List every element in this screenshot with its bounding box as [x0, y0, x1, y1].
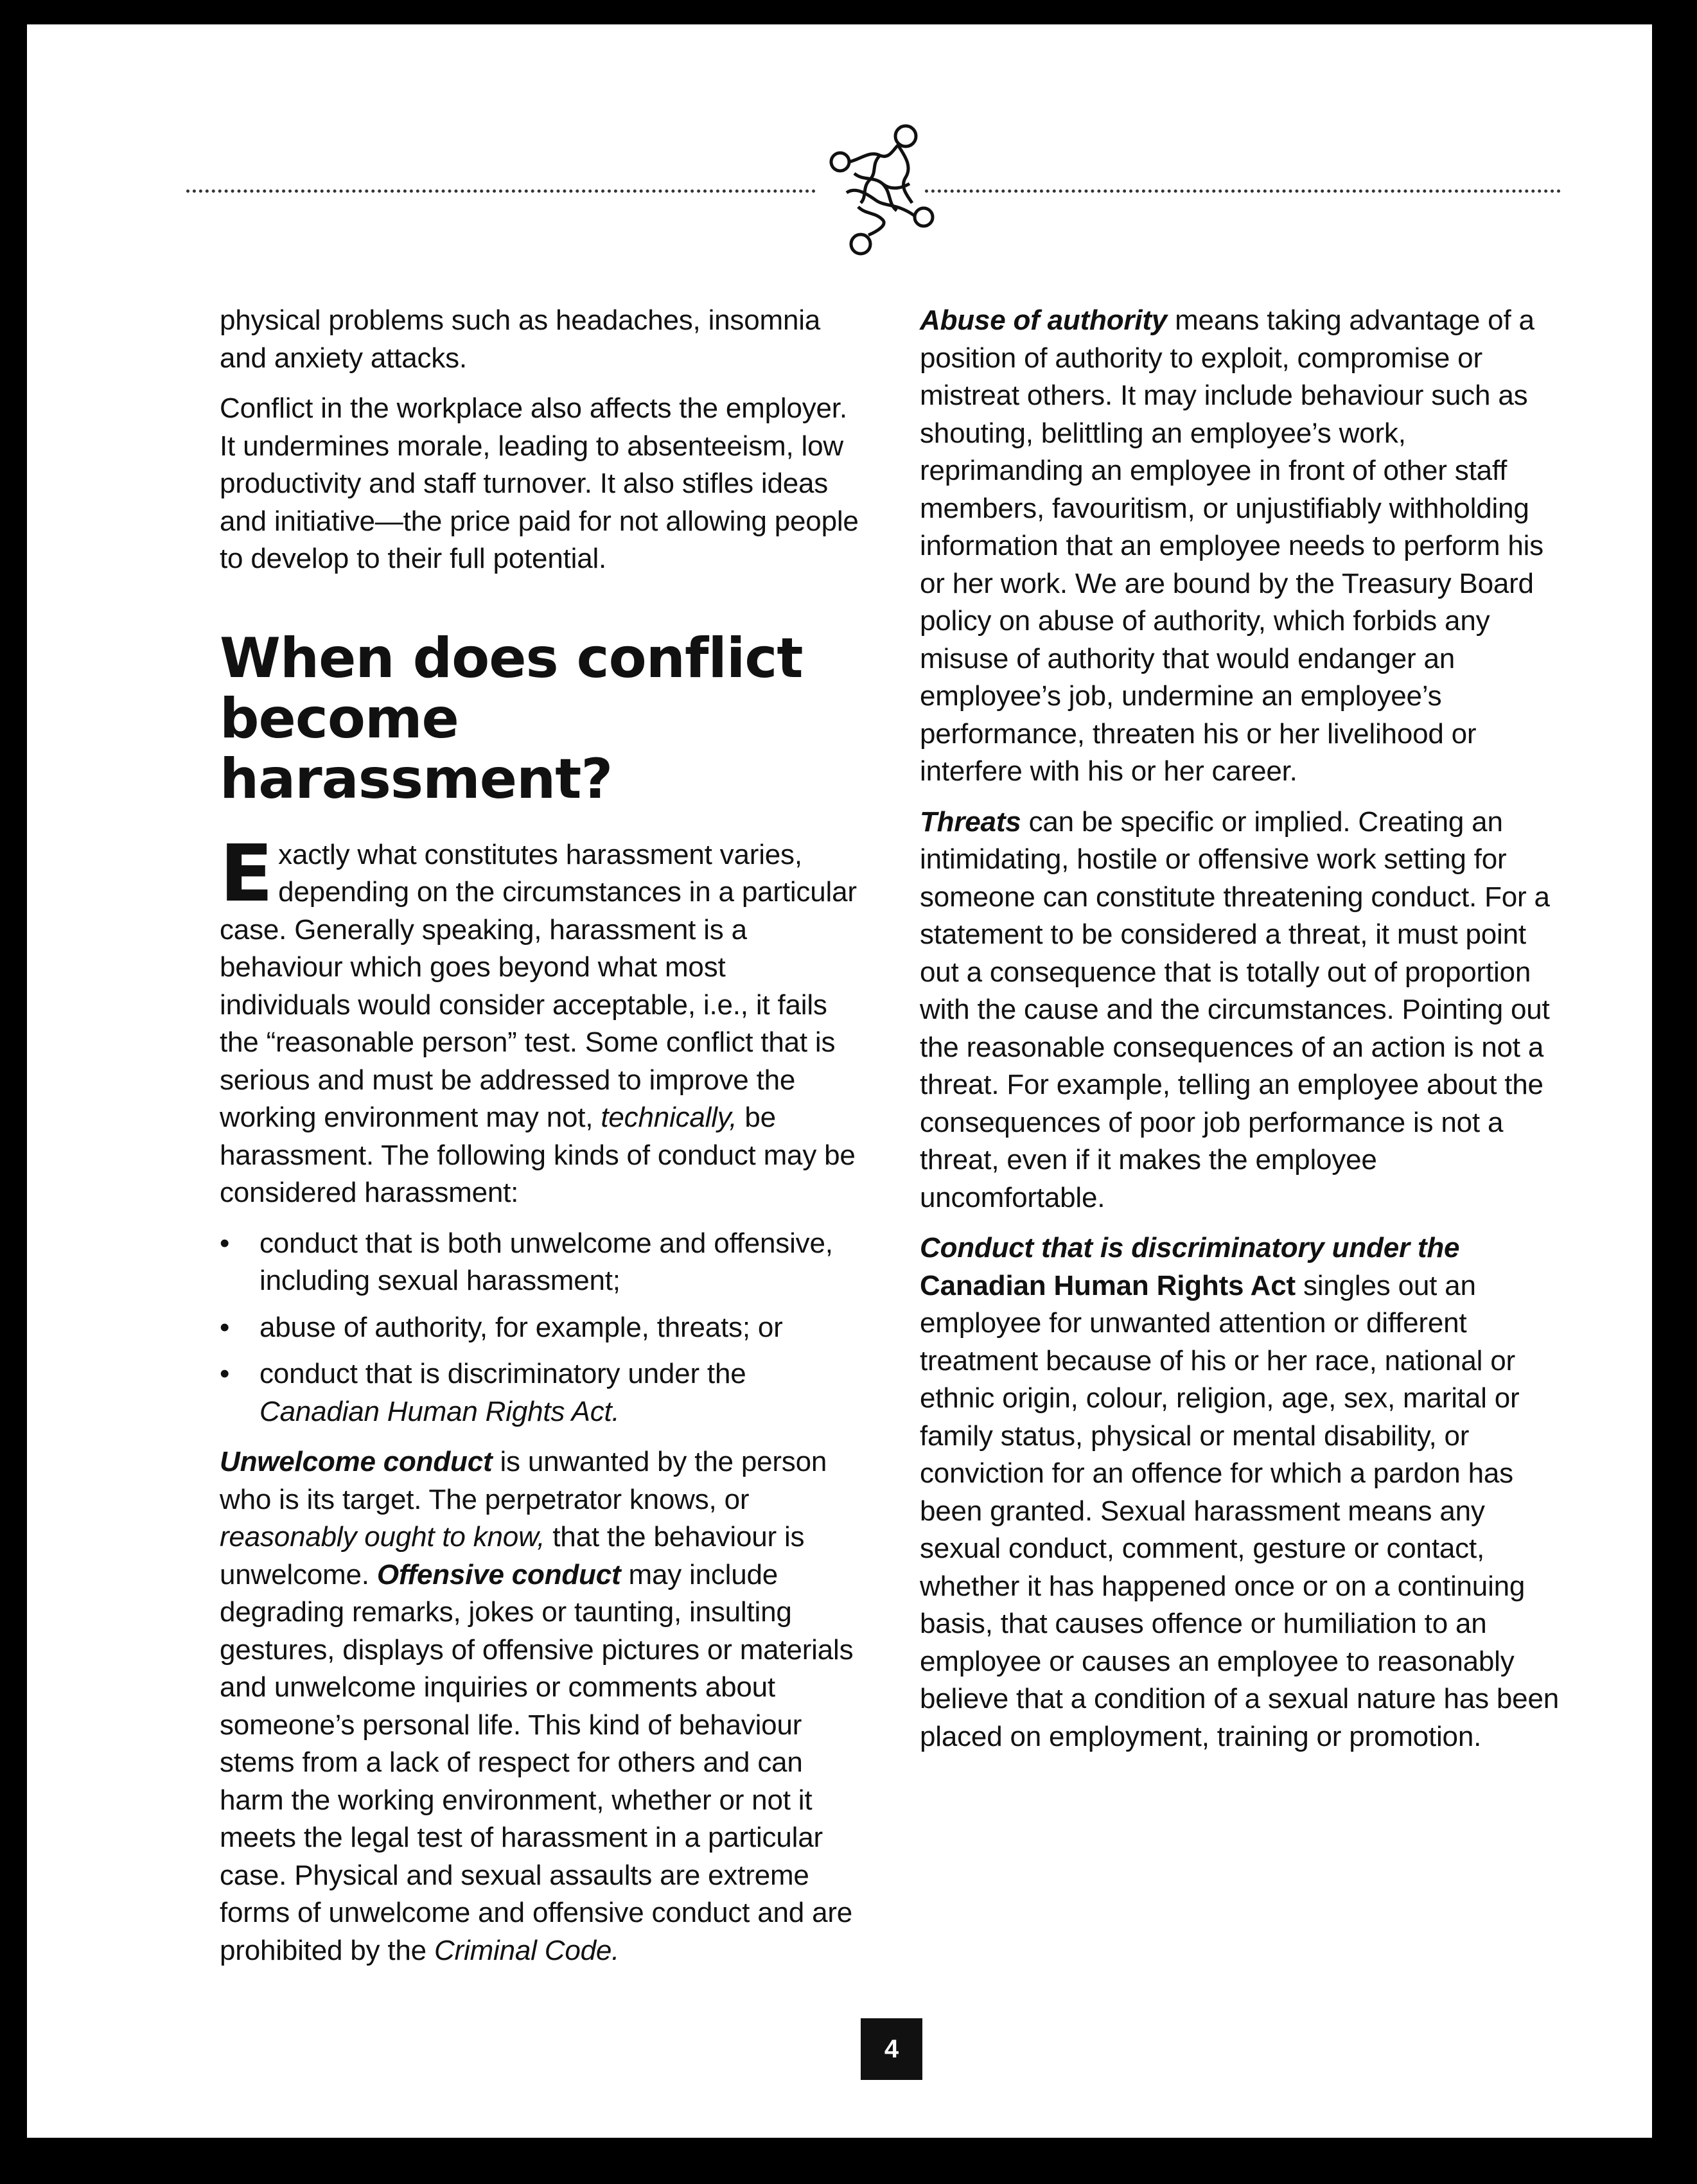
header-rule-left	[186, 189, 816, 193]
list-item-text: conduct that is both unwelcome and offensive, including sexual harassment;	[259, 1227, 833, 1296]
paragraph-unwelcome-conduct	[220, 1443, 862, 1969]
paragraph-threats	[920, 804, 1562, 1217]
term-threats: Threats	[920, 806, 1021, 838]
list-item	[220, 1309, 862, 1347]
unwelcome-italic: reasonably ought to know,	[220, 1521, 545, 1553]
intro-text: xactly what constitutes harassment varies, depending on the circumstances in a particular case. Generally speaking, harassment is a behaviour which goes beyond what most individuals would consider acceptable, i.e., it fails the “reasonable person” test. Some conflict that is serious and must be addressed to improve the working environment may not,	[220, 838, 857, 1133]
paragraph-physical-problems: physical problems such as headaches, insomnia and anxiety attacks.	[220, 304, 821, 374]
term-human-rights-act: Canadian Human Rights Act	[920, 1269, 1296, 1301]
list-item-text: conduct that is discriminatory under the	[259, 1358, 746, 1389]
term-offensive-conduct: Offensive conduct	[376, 1558, 621, 1590]
section-heading	[220, 628, 862, 809]
bullet-icon: •	[220, 1227, 230, 1259]
term-abuse-of-authority: Abuse of authority	[920, 304, 1168, 336]
unwelcome-text-1: is unwanted by the person who is its target. The perpetrator knows, or	[220, 1446, 827, 1515]
list-item-text: abuse of authority, for example, threats; or	[259, 1311, 783, 1343]
bullet-icon: •	[220, 1311, 230, 1343]
list-item	[220, 1225, 862, 1300]
paragraph-workplace-conflict: Conflict in the workplace also affects the employer. It undermines morale, leading to absenteeism, low productivity and staff turnover. It also stifles ideas and initiative—the price paid for not allowing people to develop to their full potential.	[220, 392, 859, 574]
header-rule-right	[925, 189, 1561, 193]
paragraph-discriminatory-conduct	[920, 1229, 1562, 1756]
discrim-text: singles out an employee for unwanted attention or different treatment because of his or her race, national or ethnic origin, colour, religion, age, sex, marital or family status, physical or mental disability, or conviction for an offence for which a pardon has been granted. Sexual harassment means any sexual conduct, comment, gesture or contact, whether it has happened once or on a continuing basis, that causes offence or humiliation to an employee or causes an employee to reasonably believe that a condition of a sexual nature has been placed on employment, training or promotion.	[920, 1269, 1559, 1752]
intro-end: be harassment. The following kinds of conduct may be considered harassment:	[220, 1102, 856, 1208]
offensive-text: may include degrading remarks, jokes or taunting, insulting gestures, displays of offensive pictures or materials and unwelcome inquiries or comments about someone’s personal life. This kind of behaviour stems from a lack of respect for others and can harm the working environment, whether or not it meets the legal test of harassment in a particular case. Physical and sexual assaults are extreme forms of unwelcome and offensive conduct and are prohibited by the	[220, 1558, 854, 1966]
threats-text: can be specific or implied. Creating an intimidating, hostile or offensive work setting for someone can constitute threatening conduct. For a statement to be considered a threat, it must point out a consequence that is totally out of proportion with the cause and the circumstances. Pointing out the reasonable consequences of an action is not a threat. For example, telling an employee about the consequences of poor job performance is not a threat, even if it makes the employee uncomfortable.	[920, 806, 1550, 1213]
harassment-kinds-list	[220, 1225, 862, 1431]
paragraph-intro	[220, 827, 862, 1212]
list-item-italic: Canadian Human Rights Act.	[259, 1395, 620, 1427]
left-column	[220, 302, 862, 1982]
scan-edge	[1652, 0, 1697, 2184]
paragraph-abuse-of-authority	[920, 302, 1562, 791]
term-discriminatory-conduct: Conduct that is discriminatory under the	[920, 1232, 1460, 1264]
abuse-text: means taking advantage of a position of authority to exploit, compromise or mistreat others. It may include behaviour such as shouting, belittling an employee’s work, reprimanding an employee in front of other staff members, favouritism, or unjustifiably withholding information that an employee needs to perform his or her work. We are bound by the Treasury Board policy on abuse of authority, which forbids any misuse of authority that would endanger an employee’s job, undermine an employee’s performance, threaten his or her livelihood or interfere with his or her career.	[920, 304, 1543, 787]
list-item	[220, 1355, 862, 1431]
interlocking-people-icon	[816, 122, 944, 257]
drop-cap: E	[220, 827, 274, 919]
offensive-italic: Criminal Code.	[434, 1934, 620, 1966]
term-unwelcome-conduct: Unwelcome conduct	[220, 1446, 493, 1477]
section-heading-line2: become harassment?	[220, 686, 613, 811]
unwelcome-text-2: that the behaviour is unwelcome.	[220, 1521, 805, 1590]
section-heading-line1: When does conflict	[220, 626, 803, 691]
page-number: 4	[861, 2018, 922, 2080]
right-column	[920, 302, 1562, 1768]
bullet-icon: •	[220, 1358, 230, 1389]
intro-italic: technically,	[601, 1102, 737, 1133]
